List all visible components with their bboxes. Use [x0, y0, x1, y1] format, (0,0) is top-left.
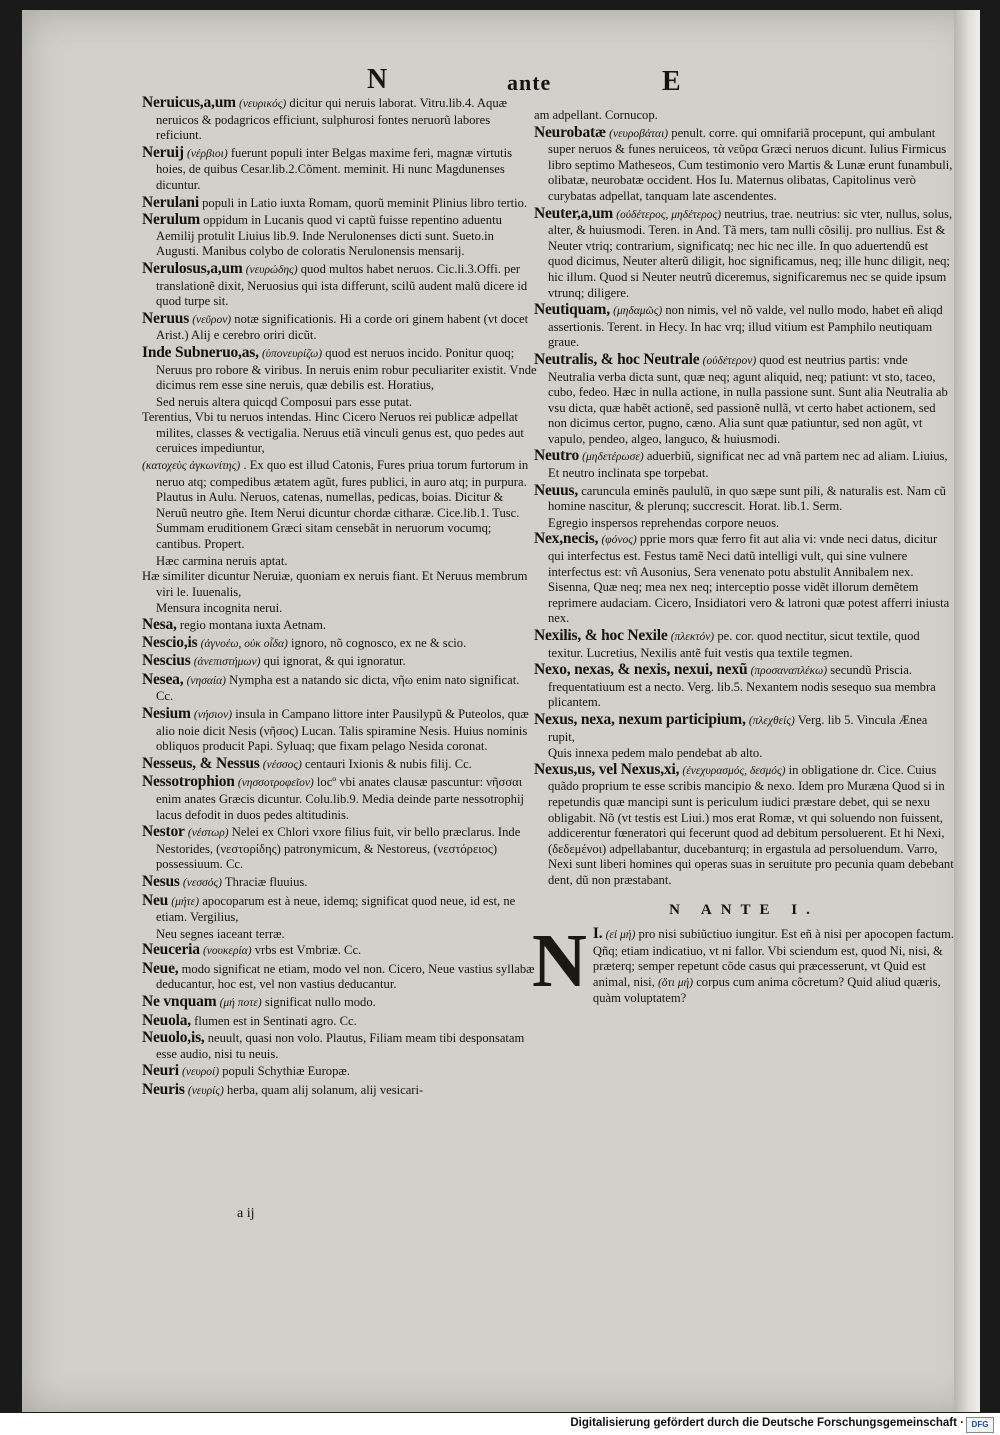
verse-line: Mensura incognita nerui. [156, 601, 283, 616]
headword: Neue, [142, 959, 179, 977]
running-head-middle: ante [507, 70, 552, 95]
definition-text: Thraciæ fluuius. [224, 874, 308, 889]
headword: Nerulosus,a,um [142, 259, 243, 277]
dictionary-entry [142, 95, 537, 144]
definition-text: locº vbi anates clausæ pascuntur: νῆσσαι enim anates Græcis dicuntur. Colu.lib.9. Media deinde parte nessotrophij lacus defodit in duos pedes altitudinis. [156, 775, 524, 822]
definition-text: Verg. lib 5. Vincula Ænea rupit, [548, 712, 928, 744]
section-entry-lead: I. [592, 925, 603, 943]
dictionary-entry [142, 635, 537, 653]
greek-gloss: (νεῦρον) [192, 313, 232, 326]
greek-gloss: (μήτε) [171, 895, 200, 908]
definition-text: secundũ Priscia. frequentatiuum est a necto. Verg. lib.5. Nexantem nodis sesequo sua membra plicantem. [548, 663, 936, 710]
section-entry-text-2: corpus cum anima cõcretum? Quid aliud quæris, quàm voluptatem? [592, 974, 941, 1006]
headword: Neurobatæ [534, 123, 606, 141]
right-column-entries [534, 108, 954, 889]
greek-gloss: (νευρώδης) [245, 263, 298, 276]
greek-gloss: (προσαναπλέκω) [750, 665, 828, 678]
definition-text: penult. corre. qui omnifariã procepunt, qui ambulant super neruos & funes neruiceos, τὰ νεῦρα Græci neruos dicunt. Iulius Firmicus libro septimo Matheseos, Cum testimonio vero Martis & Lunæ erunt funambuli, olibatæ, neurobatæ occident. Hos Iu. Maternus olibatas, Capitolinus verò curybatas adpellat, tanquam late ascendentes. [548, 125, 953, 203]
definition-text: pe. cor. quod nectitur, sicut textile, quod texitur. Lucretius, Nexilis antẽ fuit vestis qua textile tegmen. [548, 629, 920, 660]
greek-gloss: (νευρικός) [239, 98, 287, 110]
definition-text: non nimis, vel nõ valde, vel nullo modo, habet eñ aliqd assertionis. Terent. in Hecy. In hac vrq; illud vitium est Pamphilo neutiquam graue. [548, 303, 943, 350]
left-column [142, 95, 537, 1101]
section-entry-text: pro nisi subiũctiuo iungitur. Est eñ à nisi per apocopen factum. Qñq; etiam indicatiuo, vt ni fallor. Vbi sciendum est, quod Ni, nisi, & præterq; semper repetunt cõde casus qui præcesserunt, vt Quid est animal, nisi, [592, 927, 954, 989]
verse-line: Sed neruis altera quicqd Composui pars esse putat. [156, 394, 413, 409]
headword: Neruij [142, 143, 184, 161]
section-entry-greek-2: (ὅτι μή) [657, 976, 694, 989]
definition-text: dicitur qui neruis laborat. Vitru.lib.4. Aquæ neruicos & podagricos efficiunt, sulphurosi fontes neruorũ labores reficiunt. [156, 96, 508, 143]
continuation-text: Terentius, Vbi tu neruos intendas. Hinc Cicero Neruos rei publicæ adpellat milites, classes & vectigalia. Neruus etiã vinculi genus est, quo pedes aut ceruices impediuntur, [142, 410, 524, 456]
greek-gloss: (μηδετέρωσε) [582, 451, 644, 464]
definition-text: herba, quam alij solanum, alij vesicari- [227, 1083, 424, 1098]
dictionary-entry [142, 893, 537, 926]
dictionary-entry [142, 706, 537, 755]
greek-gloss: (νεσσός) [182, 876, 222, 889]
dfg-logo: DFG [966, 1417, 994, 1433]
dictionary-entry [142, 994, 537, 1012]
definition-text: quod est neruos incido. Ponitur quoq; Neruus pro robore & viribus. In neruis enim robur peculiariter existit. Vnde dicimus rem esse sine neruis, quæ debilis est. Horatius, [156, 345, 537, 393]
headword: Neruus [142, 309, 190, 327]
verse-line: Egregio inspersos reprehendas corpore neuos. [548, 515, 780, 530]
dictionary-entry [534, 483, 954, 515]
greek-gloss: (νέρβιοι) [187, 147, 228, 160]
headword: Neutro [534, 447, 580, 465]
headword: Nesus [142, 872, 180, 890]
definition-text: significat nullo modo. [264, 995, 376, 1010]
definition-text: Nelei ex Chlori vxore filius fuit, vir bello præclarus. Inde Nestorides, (νεστορίδης) patronymicum, & Nestoreus, (νεστόρειος) possessiuum. Cc. [156, 825, 521, 872]
greek-gloss: (νευροί) [182, 1066, 220, 1079]
headword: Nex,necis, [534, 530, 599, 548]
footer-bar [0, 1413, 1000, 1435]
dictionary-entry [534, 762, 954, 889]
headword: Neutiquam, [534, 301, 610, 319]
greek-gloss: (οὐδέτερος, μηδέτερος) [616, 208, 722, 221]
dictionary-entry [534, 531, 954, 627]
continuation-text: am adpellant. Cornucop. [534, 108, 658, 122]
greek-gloss: (πλεκτόν) [670, 631, 715, 643]
headword: Nesa, [142, 616, 177, 633]
definition-text: apocoparum est à neue, idemq; significat quod neue, id est, ne etiam. Vergilius, [156, 893, 516, 925]
dictionary-entry [142, 311, 537, 344]
dictionary-entry [142, 874, 537, 892]
definition-text: insula in Campano littore inter Pausilypũ & Puteolos, quæ alio noie dicit Nesis (νῆσος) Lucan. Talis spiramine Nesis. Huius nominis obliquos producit Papi. Syluaq; que fixam pelago Nesida coronat. [156, 706, 529, 754]
definition-text: notæ significationis. Hi a corde ori ginem habent (vt docet Arist.) Alij e cerebro oriri dicũt. [156, 311, 529, 343]
headword: Nexo, nexas, & nexis, nexui, nexũ [534, 661, 748, 679]
verse-line: Neu segnes iaceant terræ. [156, 926, 285, 941]
running-head-right: E [662, 66, 682, 97]
dictionary-entry [142, 756, 537, 774]
headword: Neuter,a,um [534, 204, 614, 222]
dictionary-entry [142, 1063, 537, 1081]
greek-gloss: (ἀγνοέω, οὐκ οἶδα) [200, 637, 288, 650]
definition-text: quod est neutrius partis: vnde Neutralia verba dicta sunt, quæ neq; agunt aliquid, neq; patiunt: vt sto, taceo, cubo, fedeo. Hæc in nulla actione, in nulla passione sunt. Sunt alia Neutralia ab vsu dicta, quæ habẽt actionẽ, sed passionẽ nullã, vt certo habet actionem, sed non dicimus certor, pugno, cæno. Alia sunt quæ patiuntur, sed non agũt, vt vapulo, pendeo, algeo, languco, & huiusmodi. [548, 352, 948, 446]
definition-text: qui ignorat, & qui ignoratur. [263, 654, 406, 669]
headword: Nestor [142, 823, 185, 841]
section-heading: N ANTE I. [669, 901, 819, 918]
dictionary-entry [534, 352, 954, 448]
greek-gloss: (κατοχεὺς ἀγκωνίτης) [142, 460, 241, 473]
running-head-left: N [367, 64, 389, 95]
definition-text: neutrius, trae. neutrius: sic vter, nullus, solus, alter, & huiusmodi. Teren. in And. Tã mers, tam nulli cõsilij. pro nullius. Est & Neuter vtriq; contrarium, significatq; nec hic nec ille. In quo aduertendũ est quod dicimus, Neuter alterũ diligit, hoc significamus, neq; ille hunc diligit, neq; hic illum. Quod si Neuter neutrũ diceremus, significaremus nec se quide ipsum vtrunq; diligere. [548, 206, 953, 300]
dictionary-entry [142, 195, 537, 212]
headword: Nesea, [142, 670, 184, 688]
greek-gloss: (ἐνεχυρασμός, δεσμός) [682, 764, 786, 777]
entry-continuation [142, 569, 537, 600]
dictionary-entry [142, 1030, 537, 1062]
headword: Neruicus,a,um [142, 94, 236, 111]
greek-gloss: (νέσσος) [262, 758, 302, 771]
greek-gloss: (νευρίς) [187, 1085, 224, 1098]
headword: Neuolo,is, [142, 1029, 205, 1047]
dictionary-entry [534, 125, 954, 205]
dictionary-entry [142, 961, 537, 993]
verse-line: Hæc carmina neruis aptat. [156, 553, 288, 568]
greek-gloss: (νουκερία) [202, 945, 252, 958]
footer-credit: Digitalisierung gefördert durch die Deutsche Forschungsgemeinschaft · [570, 1417, 964, 1429]
page-edge [954, 10, 980, 1412]
headword: Neuceria [142, 941, 200, 959]
dictionary-entry [142, 212, 537, 260]
entry-continuation [534, 108, 954, 124]
definition-text: fuerunt populi inter Belgas maxime feri, magnæ virtutis hoies, de quibus Cesar.lib.2.Cõment. meminit. Hi nunc Magdunenses dicuntur. [156, 145, 513, 192]
definition-text: pprie mors quæ ferro fit aut alia vi: vnde neci datus, dicitur qui interfectus est. Festus tamẽ Neci datũ intelligi vult, qui sine vulnere interfectus est: vñ Ausonius, Sera venenato potu abstulit Annibalem nex. Sisenna, Quæ neq; mea nex neq; interceptio posse vidẽt illorum demẽtem reprimere audaciam. Cicero, Insidiatori vero & latroni quæ potest afferri iniusta nex. [548, 532, 950, 626]
definition-text: vrbs est Vmbriæ. Cc. [254, 943, 362, 958]
greek-gloss: (νήσιον) [193, 708, 233, 721]
greek-gloss: (νευροβάται) [609, 127, 669, 140]
dictionary-entry [534, 712, 954, 745]
continuation-text: Hæ similiter dicuntur Neruiæ, quoniam ex neruis fiant. Et Neruus membrum viri le. Iuuenalis, [142, 569, 528, 599]
dictionary-entry [142, 617, 537, 634]
section-entry-greek: (εἰ μή) [605, 929, 636, 942]
definition-text: Nympha est a natando sic dicta, νῆω enim nato significat. Cc. [156, 672, 520, 704]
dictionary-entry [534, 628, 954, 661]
dictionary-entry [534, 448, 954, 481]
greek-gloss: (μηδαμῶς) [613, 305, 663, 318]
headword: Neuola, [142, 1011, 191, 1029]
headword: Ne vnquam [142, 993, 217, 1011]
verse-line: Quis innexa pedem malo pendebat ab alto. [548, 746, 763, 761]
dictionary-entry [534, 206, 954, 302]
greek-gloss: (οὐδέτερον) [702, 354, 757, 367]
scanned-page [22, 10, 980, 1412]
headword: Neuri [142, 1062, 179, 1080]
headword: Neu [142, 891, 169, 909]
dictionary-entry [142, 824, 537, 873]
entry-continuation [142, 458, 537, 553]
dictionary-entry [142, 261, 537, 310]
headword: Nescius [142, 652, 191, 670]
headword: Nerulum [142, 211, 201, 229]
entry-continuation [142, 410, 537, 457]
greek-gloss: (νησαία) [186, 674, 226, 687]
section-entry [532, 919, 954, 1007]
greek-gloss: (μή ποτε) [219, 997, 262, 1010]
headword: Neutralis, & hoc Neutrale [534, 350, 700, 368]
greek-gloss: (νέστωρ) [187, 827, 229, 840]
headword: Neuus, [534, 481, 579, 499]
dictionary-entry [142, 774, 537, 823]
definition-text: in obligatione dr. Cice. Cuius quãdo proprium te esse scribis mancipio & nexo. Idem pro Muræna Quod si in repetundis quæ mancipi sunt is periculum iudici præstare debet, qui se nexu obligabit. Nõ (vt testis est Liui.) mos erat Romæ, vt qui soluendo non fuissent, addicerentur fœneratori qui fecerunt quod ad debitum persoluerent. Et hi Nexi, (δεδεμένοι) adpellabantur, ducebanturq; in ergastula ad persoluendum. Varro, Nexi sunt liberi homines qui operas suas in seruitute pro pecunia quam debebant dent, dũ non præstabant. [548, 762, 954, 887]
definition-text: ignoro, nõ cognosco, ex ne & scio. [291, 635, 467, 650]
definition-text: flumen est in Sentinati agro. Cc. [194, 1013, 357, 1028]
headword: Nerulani [142, 193, 199, 211]
signature-mark: a ij [237, 1206, 255, 1221]
greek-gloss: (ἀνεπιστήμων) [193, 656, 261, 669]
dictionary-entry [142, 653, 537, 671]
initial-letter: N [532, 919, 587, 1004]
headword: Nessotrophion [142, 773, 235, 791]
headword: Nexus,us, vel Nexus,xi, [534, 760, 680, 778]
continuation-text: . Ex quo est illud Catonis, Fures priua torum furtorum in neruo atq; compedibus ætatem agũt, fures publici, in auro atq; in purpura. Plautus in Aulu. Neruos, catenas, numellas, pedicas, boias. Dicitur & Neruũ neutro gñe. Item Nerui dicuntur chordæ citharæ. Cice.lib.1. Tusc. Summam eruditionem Græci sitam censebãt in neruorum vocumq; cantibus. Propert. [156, 458, 529, 552]
definition-text: oppidum in Lucanis quod vi captũ fuisse repentino aduentu Aemilij protulit Liuius lib.9. Inde Nerulonenses dicti sunt. Sueto.in Augusti. Manibus colybo de coloratis Nerulonensis mensarij. [156, 213, 502, 259]
dictionary-entry [534, 302, 954, 351]
greek-gloss: (φόνος) [601, 534, 637, 547]
definition-text: centauri Ixionis & nubis filij. Cc. [304, 756, 472, 771]
dictionary-entry [142, 672, 537, 705]
right-column [534, 108, 954, 1007]
definition-text: neuult, quasi non volo. Plautus, Filiam meam tibi desponsatam esse audio, nisi tu neuis. [156, 1031, 525, 1061]
greek-gloss: (πλεχθείς) [748, 714, 795, 727]
headword: Neuris [142, 1081, 185, 1099]
dictionary-entry [142, 942, 537, 960]
dictionary-entry [534, 662, 954, 711]
definition-text: populi Schythiæ Europæ. [222, 1064, 350, 1079]
definition-text: modo significat ne etiam, modo vel non. Cicero, Neue vastius syllabæ deducantur, hoc est, vel non vastius deducantur. [156, 961, 535, 992]
dictionary-entry [142, 345, 537, 394]
headword: Nexus, nexa, nexum participium, [534, 710, 746, 728]
definition-text: populi in Latio iuxta Romam, quorũ meminit Plinius libro tertio. [202, 195, 528, 210]
dictionary-entry [142, 145, 537, 194]
definition-text: caruncula eminẽs paululũ, in quo sæpe sunt pili, & naturalis est. Nam cũ homine nascitur, & plerunq; succrescit. Horat. lib.1. Serm. [548, 483, 946, 514]
greek-gloss: (ὑπονευρίζω) [261, 347, 323, 360]
headword: Nexilis, & hoc Nexile [534, 627, 668, 644]
headword: Nesium [142, 704, 191, 722]
greek-gloss: (νησσοτροφεῖον) [237, 777, 314, 790]
dictionary-entry [142, 1082, 537, 1100]
headword: Nesseus, & Nessus [142, 754, 260, 772]
dictionary-entry [142, 1013, 537, 1030]
definition-text: regio montana iuxta Aetnam. [179, 618, 327, 632]
headword: Nescio,is [142, 633, 198, 651]
definition-text: quod multos habet neruos. Cic.li.3.Offi. per translationẽ dixit, Neruosius qui ista differunt, scilũ audent malũ dicere id quod turpe sit. [156, 261, 528, 309]
definition-text: aduerbiũ, significat nec ad vnã partem nec ad aliam. Liuius, Et neutro inclinata spe torpebat. [548, 449, 948, 481]
headword: Inde Subneruo,as, [142, 343, 259, 361]
